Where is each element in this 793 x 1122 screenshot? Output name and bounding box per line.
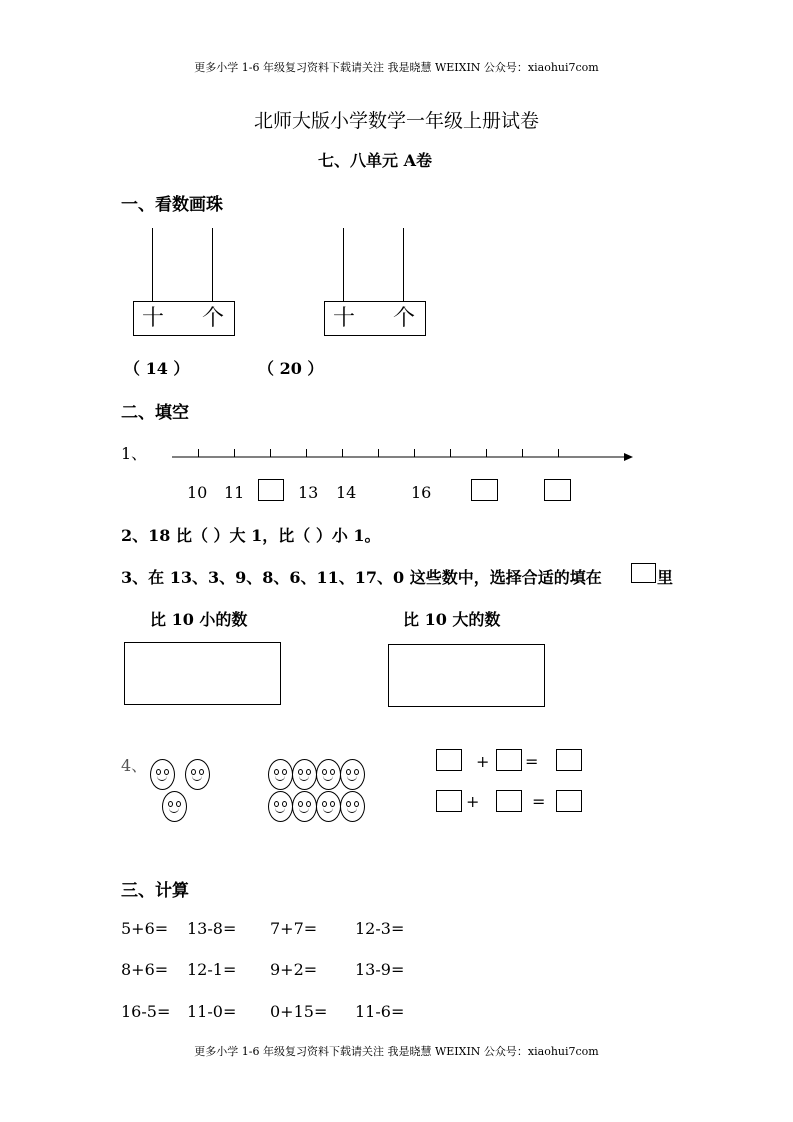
number-line-tick (486, 449, 487, 457)
number-line-tick (342, 449, 343, 457)
greater-than-10-answer-box[interactable] (388, 644, 545, 707)
q4-label: 4、 (121, 756, 148, 775)
calc-item: 16-5= (121, 1002, 171, 1021)
abacus-1-answer: （ 14 ） (124, 359, 190, 378)
number-line-tick (198, 449, 199, 457)
abacus-2-tens-rod (343, 228, 344, 302)
number-line-blank-2[interactable] (471, 479, 498, 501)
q3-text: 3、在 13、3、9、8、6、11、17、0 这些数中，选择合适的填在 (121, 568, 602, 587)
less-than-10-answer-box[interactable] (124, 642, 281, 705)
smiley-face-icon (292, 759, 317, 790)
smiley-face-icon (268, 759, 293, 790)
abacus-2-ones-rod (403, 228, 404, 302)
abacus-1-frame (133, 301, 235, 336)
abacus-2-frame (324, 301, 426, 336)
section2-heading: 二、填空 (121, 403, 189, 423)
calc-item: 11-0= (187, 1002, 237, 1021)
calc-item: 13-8= (187, 919, 237, 938)
q4-eq1-equals: = (525, 752, 539, 771)
abacus-1-tens-label: 十 (142, 306, 165, 331)
section3-heading: 三、计算 (121, 881, 189, 901)
number-line-tick (234, 449, 235, 457)
smiley-face-icon (340, 759, 365, 790)
q4-eq2-addend1-box[interactable] (436, 790, 462, 812)
q4-eq2-plus: + (466, 792, 480, 811)
number-line-blank-1[interactable] (258, 479, 284, 501)
page-title: 北师大版小学数学一年级上册试卷 (253, 110, 539, 132)
smiley-face-icon (292, 791, 317, 822)
q2-text: 2、18 比（ ）大 1，比（ ）小 1。 (121, 526, 381, 545)
page-footer: 更多小学 1-6 年级复习资料下载请关注 我是晓慧 WEIXIN 公众号：xiaohui7com (194, 1045, 599, 1058)
calc-item: 12-1= (187, 960, 237, 979)
number-line-10: 10 (187, 483, 208, 502)
number-line-axis (170, 448, 636, 466)
number-line-blank-3[interactable] (544, 479, 571, 501)
q4-eq2-sum-box[interactable] (556, 790, 582, 812)
calc-item: 5+6= (121, 919, 169, 938)
number-line-tick (270, 449, 271, 457)
calc-item: 7+7= (270, 919, 318, 938)
less-than-10-label: 比 10 小的数 (150, 610, 248, 629)
q3-inline-box (631, 563, 656, 583)
calc-item: 8+6= (121, 960, 169, 979)
calc-item: 11-6= (355, 1002, 405, 1021)
number-line-11: 11 (224, 483, 245, 502)
q3-end: 里 (657, 568, 674, 587)
number-line-tick (450, 449, 451, 457)
number-line-16: 16 (411, 483, 432, 502)
q4-eq1-sum-box[interactable] (556, 749, 582, 771)
abacus-1-ones-label: 个 (202, 306, 225, 331)
q4-eq2-equals: = (532, 792, 546, 811)
q4-eq2-addend2-box[interactable] (496, 790, 522, 812)
smiley-face-icon (268, 791, 293, 822)
page-subtitle: 七、八单元 A卷 (318, 151, 432, 170)
smiley-face-icon (316, 759, 341, 790)
number-line-tick (306, 449, 307, 457)
q4-eq1-addend1-box[interactable] (436, 749, 462, 771)
number-line-tick (558, 449, 559, 457)
q1-label: 1、 (121, 444, 148, 463)
number-line-tick (522, 449, 523, 457)
q4-eq1-addend2-box[interactable] (496, 749, 522, 771)
abacus-2-tens-label: 十 (333, 306, 356, 331)
smiley-face-icon (340, 791, 365, 822)
abacus-1-tens-rod (152, 228, 153, 302)
number-line-13: 13 (298, 483, 319, 502)
number-line-14: 14 (336, 483, 357, 502)
calc-item: 0+15= (270, 1002, 328, 1021)
abacus-2-ones-label: 个 (393, 306, 416, 331)
number-line-tick (414, 449, 415, 457)
abacus-1-ones-rod (212, 228, 213, 302)
smiley-face-icon (150, 759, 175, 790)
smiley-face-icon (162, 791, 187, 822)
abacus-2-answer: （ 20 ） (258, 359, 324, 378)
smiley-face-icon (316, 791, 341, 822)
page-header: 更多小学 1-6 年级复习资料下载请关注 我是晓慧 WEIXIN 公众号：xiaohui7com (194, 61, 599, 74)
greater-than-10-label: 比 10 大的数 (403, 610, 501, 629)
q4-eq1-plus: + (476, 752, 490, 771)
section1-heading: 一、看数画珠 (121, 195, 223, 215)
calc-item: 13-9= (355, 960, 405, 979)
calc-item: 9+2= (270, 960, 318, 979)
calc-item: 12-3= (355, 919, 405, 938)
number-line-tick (378, 449, 379, 457)
smiley-face-icon (185, 759, 210, 790)
